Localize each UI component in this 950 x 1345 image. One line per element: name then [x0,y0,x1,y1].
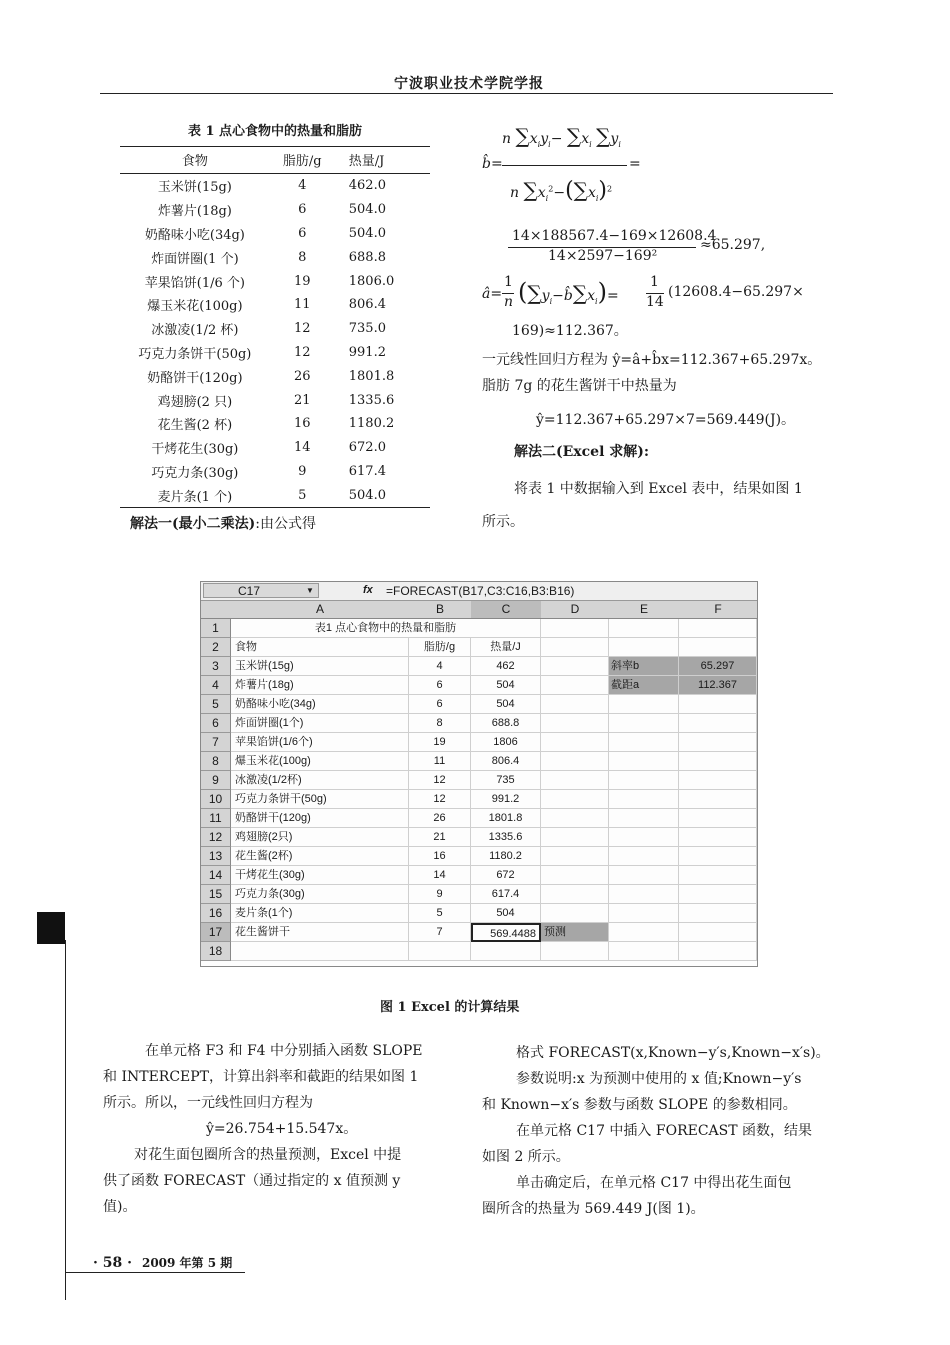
row-header[interactable]: 8 [201,752,231,771]
figure-caption: 图 1 Excel 的计算结果 [380,1000,520,1015]
row-header[interactable]: 5 [201,695,231,714]
table1-row [120,222,430,246]
table1-food: 冰激凌(1/2 杯) [151,323,239,339]
row-header[interactable]: 16 [201,904,231,923]
food-cell[interactable]: 奶酪饼干(120g) [231,809,409,828]
heat-cell[interactable]: 504 [471,676,541,695]
p2-line3: 值)。 [103,1199,137,1215]
method2-title: 解法二(Excel 求解): [514,444,650,460]
predict-food-cell[interactable]: 花生酱饼干 [231,923,409,942]
regression-eq-excel: ŷ=26.754+15.547x。 [206,1121,358,1137]
empty-cell[interactable] [609,733,679,752]
b-denominator: 14×2597−169² [548,248,658,264]
empty-cell[interactable] [541,733,609,752]
empty-cell[interactable] [541,809,609,828]
row-header[interactable]: 11 [201,809,231,828]
table1-col-fat: 脂肪/g [270,147,335,174]
params-line2: 和 Known−x′s 参数与函数 SLOPE 的参数相同。 [482,1097,797,1113]
row-header[interactable]: 12 [201,828,231,847]
food-cell[interactable]: 花生酱(2杯) [231,847,409,866]
predict-label-cell[interactable]: 预测 [541,923,609,942]
slope-value-cell[interactable]: 65.297 [679,657,757,676]
table1-heat: 735.0 [348,321,386,337]
row-header[interactable]: 15 [201,885,231,904]
table1-row [120,174,430,198]
table1-food: 干烤花生(30g) [151,442,239,458]
table1-heat: 1180.2 [348,416,395,432]
empty-cell[interactable] [679,923,757,942]
fat-cell[interactable]: 16 [409,847,471,866]
table1-fat: 16 [293,416,311,432]
empty-cell[interactable] [679,638,757,657]
name-box-dropdown-icon[interactable]: ▼ [306,586,314,595]
table1-food: 苹果馅饼(1/6 个) [144,275,245,291]
empty-cell[interactable] [541,847,609,866]
empty-cell[interactable] [541,771,609,790]
empty-cell[interactable] [679,904,757,923]
empty-cell[interactable] [679,828,757,847]
empty-cell[interactable] [541,714,609,733]
journal-title: 宁波职业技术学院学报 [394,76,544,92]
table1-fat: 4 [298,178,307,194]
table1-fat: 12 [293,321,311,337]
method2-line1: 将表 1 中数据输入到 Excel 表中，结果如图 1 [514,481,803,497]
food-cell[interactable]: 爆玉米花(100g) [231,752,409,771]
forecast-syntax: 格式 FORECAST(x,Known−y′s,Known−x′s)。 [516,1045,830,1061]
row-header[interactable]: 2 [201,638,231,657]
insert-line1: 在单元格 C17 中插入 FORECAST 函数，结果 [516,1123,813,1139]
table1-fat: 9 [298,463,307,479]
table1-food: 玉米饼(15g) [157,180,232,196]
row-header[interactable]: 18 [201,942,231,961]
page-footer [93,1254,232,1271]
table1-fat: 26 [293,368,311,384]
food-cell[interactable]: 麦片条(1个) [231,904,409,923]
table1 [120,146,430,508]
fat-cell[interactable]: 26 [409,809,471,828]
col-header-A[interactable]: A [231,601,410,619]
table1-heat: 672.0 [348,440,386,456]
food-cell[interactable]: 苹果馅饼(1/6个) [231,733,409,752]
heat-cell[interactable]: 504 [471,904,541,923]
food-cell[interactable]: 冰激凌(1/2杯) [231,771,409,790]
table1-heat: 504.0 [348,225,386,241]
empty-cell[interactable] [609,885,679,904]
empty-cell[interactable] [609,904,679,923]
col-header-E[interactable]: E [609,601,680,619]
empty-cell[interactable] [609,790,679,809]
row-header[interactable]: 10 [201,790,231,809]
table1-food: 鸡翅膀(2 只) [157,394,233,410]
method1-line [130,513,316,533]
formula-input[interactable]: =FORECAST(B17,C3:C16,B3:B16) [386,584,575,598]
food-cell[interactable]: 炸面饼圈(1个) [231,714,409,733]
page-number: · 58 · [93,1255,132,1271]
issue-label: 2009 年第 5 期 [141,1256,233,1270]
heat-cell[interactable]: 1335.6 [471,828,541,847]
fat-cell[interactable]: 14 [409,866,471,885]
empty-cell[interactable] [541,885,609,904]
params-line1: 参数说明:x 为预测中使用的 x 值;Known−y′s [516,1071,802,1087]
table1-food: 炸面饼圈(1 个) [151,251,239,267]
table1-food: 奶酪味小吃(34g) [144,227,245,243]
food-cell[interactable]: 巧克力条饼干(50g) [231,790,409,809]
table1-fat: 6 [298,225,307,241]
result-line2: 圈所含的热量为 569.449 J(图 1)。 [482,1201,705,1217]
empty-cell[interactable] [679,695,757,714]
formula-bar [201,582,757,601]
table1-fat: 14 [293,440,311,456]
empty-cell[interactable] [609,942,679,961]
header-rule [100,93,833,94]
table1-row [120,412,430,436]
table1-food: 麦片条(1 个) [120,483,270,507]
table1-heat: 1806.0 [348,273,395,289]
empty-cell[interactable] [609,866,679,885]
col-header-D[interactable]: D [541,601,610,619]
empty-cell[interactable] [679,847,757,866]
formula-a: â= 1 n $(\sum y_i-b̂\sum x_i)=$ 1 14 (12608.4−65.297× 169)≈112.367。 [482,274,804,339]
heat-cell[interactable]: 806.4 [471,752,541,771]
empty-cell[interactable] [541,676,609,695]
predict-fat-cell[interactable]: 7 [409,923,471,942]
table1-food: 巧克力条饼干(50g) [138,346,252,362]
row-header[interactable]: 17 [201,923,231,942]
empty-cell[interactable] [609,638,679,657]
table1-food: 花生酱(2 杯) [157,418,233,434]
table1-heat: 1335.6 [348,392,395,408]
table1-row [120,483,430,507]
row-header[interactable]: 9 [201,771,231,790]
empty-cell[interactable] [609,714,679,733]
food-cell[interactable]: 玉米饼(15g) [231,657,409,676]
empty-cell[interactable] [679,809,757,828]
food-cell[interactable]: 干烤花生(30g) [231,866,409,885]
row-header[interactable]: 13 [201,847,231,866]
empty-cell[interactable] [679,790,757,809]
heat-cell[interactable]: 991.2 [471,790,541,809]
p2-line2: 供了函数 FORECAST（通过指定的 x 值预测 y [103,1173,401,1189]
fat-cell[interactable]: 6 [409,676,471,695]
scan-line-horizontal [65,1272,245,1273]
fat-cell[interactable]: 8 [409,714,471,733]
b-numerator: 14×188567.4−169×12608.4 [512,228,717,244]
empty-cell[interactable] [541,695,609,714]
header-cell-fat[interactable]: 脂肪/g [409,638,471,657]
empty-cell[interactable] [609,828,679,847]
table1-fat: 5 [270,483,335,507]
heat-cell[interactable]: 1180.2 [471,847,541,866]
slope-label-cell[interactable]: 斜率b [609,657,679,676]
table1-col-food: 食物 [120,147,270,174]
table1-fat: 12 [293,344,311,360]
b-result: ≈65.297, [700,237,766,253]
row-header[interactable]: 6 [201,714,231,733]
sheet-title-cell[interactable]: 表1 点心食物中的热量和脂肪 [231,619,541,638]
row-header[interactable]: 1 [201,619,231,638]
table1-row [120,245,430,269]
fat-cell[interactable]: 6 [409,695,471,714]
method1-text: :由公式得 [255,516,316,532]
empty-cell[interactable] [541,942,609,961]
col-header-B[interactable]: B [409,601,472,619]
table1-row [120,436,430,460]
p1-line1: 在单元格 F3 和 F4 中分别插入函数 SLOPE [145,1043,423,1059]
empty-cell[interactable] [679,942,757,961]
table1-caption: 表 1 点心食物中的热量和脂肪 [187,124,363,139]
food-cell[interactable]: 巧克力条(30g) [231,885,409,904]
empty-cell[interactable] [541,619,609,638]
table1-heat: 504.0 [335,483,430,507]
a-tail: (12608.4−65.297× [668,284,804,300]
table1-food: 炸薯片(18g) [157,204,232,220]
table1-row [120,364,430,388]
fx-icon[interactable]: fx [363,584,373,596]
table1-row [120,293,430,317]
row-header[interactable]: 4 [201,676,231,695]
p1-line2: 和 INTERCEPT，计算出斜率和截距的结果如图 1 [103,1069,419,1085]
food-cell[interactable]: 炸薯片(18g) [231,676,409,695]
food-cell[interactable]: 鸡翅膀(2只) [231,828,409,847]
fat-cell[interactable]: 21 [409,828,471,847]
question-text: 脂肪 7g 的花生酱饼干中热量为 [482,378,677,394]
table1-row [120,341,430,365]
fat-cell[interactable]: 11 [409,752,471,771]
intercept-value-cell[interactable]: 112.367 [679,676,757,695]
empty-cell[interactable] [679,733,757,752]
intercept-label-cell[interactable]: 截距a [609,676,679,695]
table1-fat: 8 [298,249,307,265]
table1-fat: 11 [293,297,311,313]
heat-cell[interactable]: 504 [471,695,541,714]
table1-row [120,388,430,412]
table1-heat: 504.0 [348,202,386,218]
table1-food: 奶酪饼干(120g) [147,370,243,386]
method2-line2: 所示。 [482,514,524,530]
empty-cell[interactable] [541,866,609,885]
table1-food: 巧克力条(30g) [151,465,239,481]
col-header-C[interactable]: C [471,601,542,619]
header-cell-food[interactable]: 食物 [231,638,409,657]
fat-cell[interactable]: 12 [409,790,471,809]
table1-fat: 19 [293,273,311,289]
table1-food: 爆玉米花(100g) [147,299,243,315]
empty-cell[interactable] [231,942,409,961]
excel-screenshot [200,581,758,967]
empty-cell[interactable] [541,752,609,771]
empty-cell[interactable] [679,771,757,790]
fat-cell[interactable]: 9 [409,885,471,904]
empty-cell[interactable] [541,904,609,923]
name-box[interactable]: C17 [203,583,319,598]
table1-row [120,460,430,484]
row-header[interactable]: 3 [201,657,231,676]
fat-cell[interactable]: 19 [409,733,471,752]
insert-line2: 如图 2 所示。 [482,1149,570,1165]
table1-fat: 6 [298,202,307,218]
heat-cell[interactable]: 672 [471,866,541,885]
empty-cell[interactable] [409,942,471,961]
empty-cell[interactable] [609,923,679,942]
empty-cell[interactable] [541,638,609,657]
table1-row [120,317,430,341]
col-header-F[interactable]: F [679,601,758,619]
empty-cell[interactable] [541,828,609,847]
empty-cell[interactable] [679,714,757,733]
empty-cell[interactable] [609,809,679,828]
empty-cell[interactable] [541,790,609,809]
fat-cell[interactable]: 12 [409,771,471,790]
table1-heat: 688.8 [348,249,386,265]
table1-heat: 617.4 [348,463,386,479]
table1-col-heat: 热量/J [335,147,430,174]
row-header[interactable]: 14 [201,866,231,885]
corner-select-all[interactable] [201,601,232,619]
selected-cell-C17[interactable]: 569.4488 [471,923,541,942]
result-line1: 单击确定后，在单元格 C17 中得出花生面包 [516,1175,792,1191]
p2-line1: 对花生面包圈所含的热量预测，Excel 中提 [134,1147,402,1163]
fat-cell[interactable]: 5 [409,904,471,923]
table1-fat: 21 [293,392,311,408]
empty-cell[interactable] [609,752,679,771]
table1-heat: 1801.8 [348,368,395,384]
table1-row [120,198,430,222]
table1-body [120,174,430,508]
empty-cell[interactable] [679,866,757,885]
p1-line3: 所示。所以，一元线性回归方程为 [103,1095,313,1111]
table1-row [120,269,430,293]
answer-text: ŷ=112.367+65.297×7=569.449(J)。 [536,412,796,428]
empty-cell[interactable] [679,752,757,771]
heat-cell[interactable]: 688.8 [471,714,541,733]
empty-cell[interactable] [609,695,679,714]
header-cell-heat[interactable]: 热量/J [471,638,541,657]
heat-cell[interactable]: 462 [471,657,541,676]
scan-line-vertical [65,940,66,1300]
empty-cell[interactable] [471,942,541,961]
empty-cell[interactable] [609,771,679,790]
fat-cell[interactable]: 4 [409,657,471,676]
scan-mark [37,912,65,944]
formula-b-numeric [508,228,808,268]
heat-cell[interactable]: 1801.8 [471,809,541,828]
empty-cell[interactable] [679,885,757,904]
empty-cell[interactable] [541,657,609,676]
row-header[interactable]: 7 [201,733,231,752]
heat-cell[interactable]: 617.4 [471,885,541,904]
empty-cell[interactable] [609,619,679,638]
regression-equation: 一元线性回归方程为 ŷ=â+b̂x=112.367+65.297x。 [482,352,822,368]
formula-b-general: b̂= n $\sum x_iy_i- \sum x_i$ $\sum y_i$ = n $\sum x_i^2-(\sum x_i)^2$ [482,124,641,203]
table1-heat: 806.4 [348,297,386,313]
table1-heat: 462.0 [348,178,386,194]
empty-cell[interactable] [679,619,757,638]
heat-cell[interactable]: 1806 [471,733,541,752]
heat-cell[interactable]: 735 [471,771,541,790]
table1-heat: 991.2 [348,344,386,360]
method1-title: 解法一(最小二乘法) [130,516,256,532]
empty-cell[interactable] [609,847,679,866]
food-cell[interactable]: 奶酪味小吃(34g) [231,695,409,714]
a-line2: 169)≈112.367。 [512,323,628,339]
